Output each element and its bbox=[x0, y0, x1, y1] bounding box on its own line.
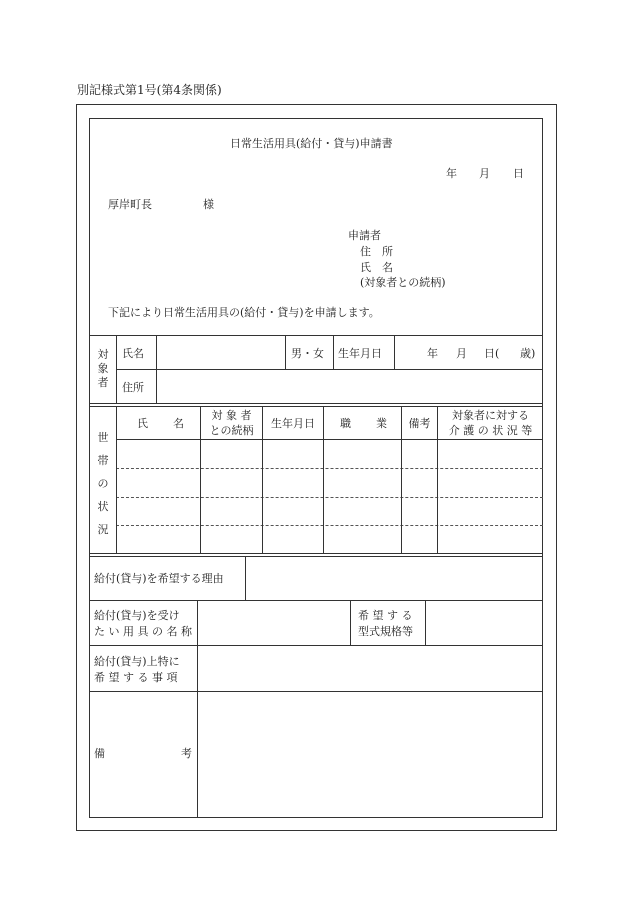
applicant-relation-label: (対象者との続柄) bbox=[360, 276, 446, 289]
household-section-label: 世帯の状況 bbox=[97, 431, 109, 536]
subject-section-label: 対象者 bbox=[97, 348, 109, 389]
household-row-divider bbox=[116, 497, 543, 498]
addressee-name: 厚岸町長 bbox=[108, 198, 152, 211]
household-header-relation: 対 象 者 bbox=[211, 409, 252, 422]
subject-dob-year: 年 bbox=[427, 347, 438, 360]
applicant-name-label: 氏 名 bbox=[360, 261, 393, 274]
remarks-label: 備 bbox=[94, 747, 105, 760]
divider bbox=[116, 335, 117, 403]
subject-gender: 男・女 bbox=[291, 347, 324, 360]
household-header-occupation: 業 bbox=[376, 417, 387, 430]
date-month: 月 bbox=[479, 167, 490, 180]
divider bbox=[425, 600, 426, 645]
divider bbox=[116, 406, 117, 553]
divider bbox=[89, 553, 543, 554]
divider bbox=[89, 691, 543, 692]
subject-dob-month: 月 bbox=[456, 347, 467, 360]
household-header-name: 氏 bbox=[137, 417, 148, 430]
special-request-label: 希 望 す る 事 項 bbox=[94, 671, 178, 684]
subject-dob-day: 日( bbox=[484, 347, 500, 360]
applicant-label: 申請者 bbox=[348, 229, 381, 242]
subject-age-suffix: 歳) bbox=[520, 347, 536, 360]
date-year: 年 bbox=[446, 167, 457, 180]
divider bbox=[285, 335, 286, 369]
divider bbox=[89, 406, 543, 407]
divider bbox=[89, 645, 543, 646]
subject-dob-label: 生年月日 bbox=[338, 347, 382, 360]
applicant-address-label: 住 所 bbox=[360, 245, 393, 258]
subject-name-label: 氏名 bbox=[122, 347, 144, 360]
divider bbox=[116, 439, 543, 440]
divider bbox=[394, 335, 395, 369]
household-row-divider bbox=[116, 525, 543, 526]
divider bbox=[156, 335, 157, 403]
divider bbox=[89, 600, 543, 601]
household-header-occupation: 職 bbox=[340, 417, 351, 430]
divider bbox=[323, 406, 324, 553]
divider bbox=[333, 335, 334, 369]
divider bbox=[89, 556, 543, 557]
divider bbox=[116, 369, 543, 370]
reason-label: 給付(貸与)を希望する理由 bbox=[94, 572, 224, 585]
date-day: 日 bbox=[513, 167, 524, 180]
divider bbox=[245, 556, 246, 600]
household-header-dob: 生年月日 bbox=[271, 417, 315, 430]
household-header-name: 名 bbox=[173, 417, 184, 430]
device-spec-label: 型式規格等 bbox=[358, 625, 413, 638]
household-row-divider bbox=[116, 468, 543, 469]
divider bbox=[89, 335, 543, 336]
form-label: 別記様式第1号(第4条関係) bbox=[77, 83, 222, 97]
divider bbox=[350, 600, 351, 645]
device-name-label: 給付(貸与)を受け bbox=[94, 609, 180, 622]
household-header-care: 介 護 の 状 況 等 bbox=[448, 424, 533, 437]
household-header-notes: 備考 bbox=[408, 417, 431, 430]
remarks-label: 考 bbox=[181, 747, 192, 760]
divider bbox=[197, 600, 198, 818]
application-statement: 下記により日常生活用具の(給付・貸与)を申請します。 bbox=[108, 306, 380, 319]
device-spec-label: 希 望 す る bbox=[358, 609, 413, 622]
household-header-relation: との続柄 bbox=[209, 424, 254, 437]
household-header-care: 対象者に対する bbox=[452, 409, 529, 422]
form-title: 日常生活用具(給付・貸与)申請書 bbox=[230, 137, 393, 150]
special-request-label: 給付(貸与)上特に bbox=[94, 655, 180, 668]
device-name-label: た い 用 具 の 名 称 bbox=[94, 625, 192, 638]
subject-address-label: 住所 bbox=[122, 381, 144, 394]
divider bbox=[89, 403, 543, 404]
addressee-honorific: 様 bbox=[203, 198, 214, 211]
